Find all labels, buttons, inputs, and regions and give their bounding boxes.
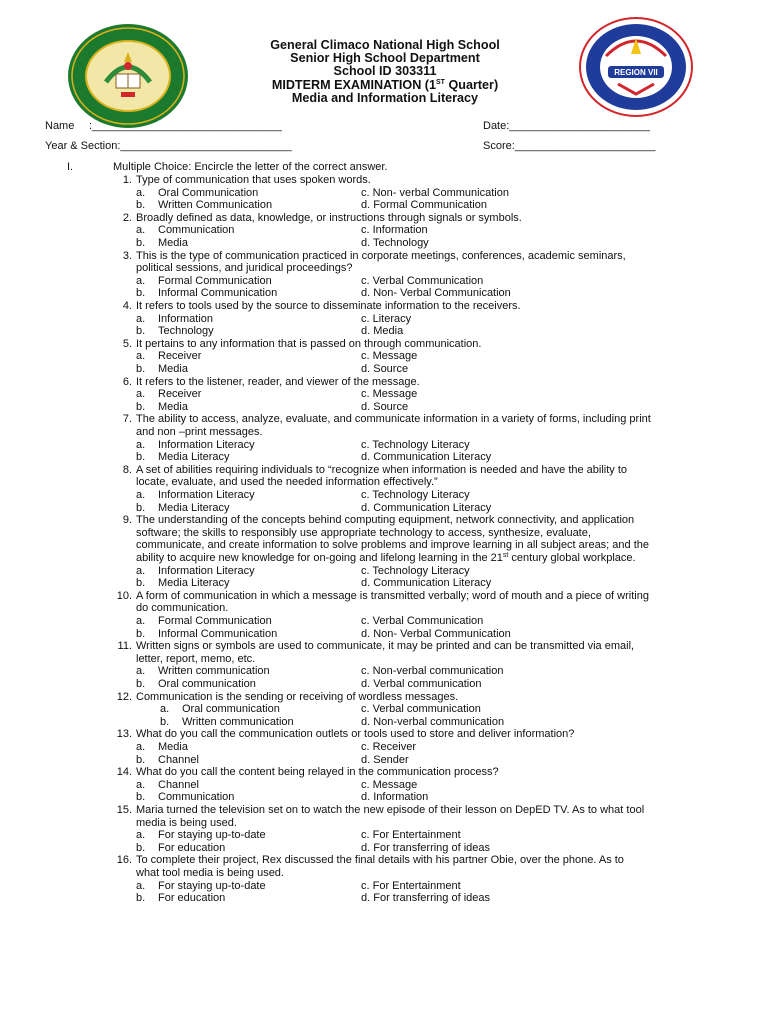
option-letter-a: a. [136, 665, 146, 678]
question-number: 16. [116, 854, 132, 867]
option-a: Formal Communication [158, 274, 272, 287]
option-c: c. For Entertainment [361, 829, 461, 842]
option-d: d. Information [361, 791, 429, 804]
date-field: Date:_______________________ [483, 120, 650, 132]
option-letter-b: b. [160, 715, 170, 728]
option-letter-b: b. [136, 400, 146, 413]
option-letter-b: b. [136, 892, 146, 905]
section-field: Year & Section:____________________________ [45, 140, 292, 152]
option-b: For education [158, 892, 226, 905]
option-a: For staying up-to-date [158, 829, 266, 842]
option-letter-b: b. [136, 753, 146, 766]
option-c: c. Receiver [361, 741, 417, 753]
option-letter-b: b. [136, 237, 146, 249]
option-b: Oral communication [158, 678, 256, 690]
question-number: 12. [116, 690, 132, 703]
question-text [136, 376, 736, 389]
question-number: 13. [116, 728, 132, 741]
option-a: Information [158, 312, 214, 325]
option-a: Media [158, 741, 188, 753]
name-line: :_______________________________ [89, 120, 282, 132]
question-line: media is being used. [136, 816, 237, 829]
question-text [136, 640, 736, 665]
section-numeral: I. [67, 161, 74, 173]
question-text [136, 212, 736, 225]
question-text [136, 766, 736, 779]
option-b: Channel [158, 753, 199, 766]
question-number: 8. [122, 463, 132, 476]
option-a: Oral communication [182, 703, 280, 716]
option-letter-a: a. [136, 274, 146, 287]
question-line: Maria turned the television set on to watch the new episode of their lesson on DepED TV. As to what tool [136, 804, 645, 816]
option-b: Media [158, 400, 188, 413]
option-c: c. Message [361, 350, 418, 363]
option-a: Information Literacy [158, 564, 255, 577]
option-d: d. Verbal communication [361, 678, 482, 690]
option-c: c. Non- verbal Communication [361, 186, 509, 199]
option-b: Media [158, 363, 188, 375]
option-letter-a: a. [136, 388, 146, 401]
question-line: letter, report, memo, etc. [136, 652, 256, 665]
option-d: d. Media [361, 325, 404, 338]
option-c: c. Message [361, 778, 418, 791]
question-text [136, 338, 736, 351]
option-letter-a: a. [136, 438, 146, 451]
question-line-part: century global workplace. [508, 551, 636, 564]
question-line: Communication is the sending or receiving of wordless messages. [136, 690, 459, 703]
option-d: d. Source [361, 363, 409, 375]
option-letter-a: a. [136, 564, 146, 577]
option-b: For education [158, 841, 226, 854]
question-number: 3. [122, 249, 132, 262]
option-letter-b: b. [136, 363, 146, 375]
option-c: c. Information [361, 224, 428, 237]
ordinal-suffix: st [502, 551, 509, 559]
question-line: Broadly defined as data, knowledge, or instructions through signals or symbols. [136, 211, 522, 224]
question-line: This is the type of communication practiced in corporate meetings, conferences, academic seminars, [136, 249, 626, 262]
department-name: Senior High School Department [290, 51, 480, 65]
question-line: Type of communication that uses spoken words. [136, 174, 371, 186]
question-line: The understanding of the concepts behind computing equipment, network connectivity, and application [136, 514, 635, 527]
option-b: Written communication [182, 715, 294, 728]
question-line: do communication. [136, 602, 229, 615]
question-line: A set of abilities requiring individuals to “recognize when information is needed and have the ability to [136, 463, 628, 476]
question-number: 14. [116, 766, 132, 779]
option-a: Oral Communication [158, 186, 259, 199]
question-number: 6. [122, 375, 132, 388]
option-d: d. Communication Literacy [361, 577, 492, 590]
section-instruction: Multiple Choice: Encircle the letter of the correct answer. [113, 161, 388, 173]
question-line: It pertains to any information that is passed on through communication. [136, 337, 482, 350]
question-line [136, 552, 736, 565]
option-d: d. Technology [361, 237, 429, 249]
school-name: General Climaco National High School [270, 38, 500, 52]
option-c: c. Technology Literacy [361, 438, 470, 451]
question-text [136, 728, 736, 741]
option-c: c. Verbal Communication [361, 615, 484, 627]
option-a: Formal Communication [158, 615, 272, 627]
question-text [136, 300, 736, 313]
question-line: The ability to access, analyze, evaluate, and communicate information in a variety of forms, including print [136, 413, 651, 426]
question-text [136, 590, 736, 615]
option-d: d. Non- Verbal Communication [361, 287, 511, 300]
option-d: d. Sender [361, 753, 409, 766]
subject-title: Media and Information Literacy [291, 91, 479, 105]
exam-title: MIDTERM EXAMINATION (1ST Quarter) [271, 78, 499, 92]
question-number: 4. [122, 300, 132, 312]
option-c: c. Technology Literacy [361, 489, 470, 501]
question-text [136, 413, 736, 438]
option-c: c. Verbal Communication [361, 274, 484, 287]
option-c: c. Non-verbal communication [361, 665, 504, 678]
option-c: c. Technology Literacy [361, 564, 470, 577]
option-d: d. For transferring of ideas [361, 841, 491, 854]
question-number: 15. [116, 804, 132, 816]
option-letter-b: b. [136, 791, 146, 804]
question-line: locate, evaluate, and used the needed information effectively.” [136, 476, 438, 489]
deped-region-logo [578, 16, 694, 118]
school-seal-logo [66, 22, 190, 130]
option-letter-a: a. [136, 489, 146, 501]
option-letter-a: a. [136, 615, 146, 627]
option-d: d. For transferring of ideas [361, 892, 491, 905]
option-b: Technology [158, 325, 214, 338]
option-b: Media Literacy [158, 577, 230, 590]
option-a: Written communication [158, 665, 270, 678]
option-letter-a: a. [136, 741, 146, 753]
question-line: what tool media is being used. [136, 866, 284, 879]
question-line: software; the skills to responsibly use appropriate technology to access, synthesize, evaluate, [136, 526, 591, 539]
option-a: Channel [158, 778, 199, 791]
option-letter-a: a. [136, 829, 146, 842]
option-letter-a: a. [136, 879, 146, 892]
option-d: d. Source [361, 400, 409, 413]
option-letter-a: a. [160, 703, 170, 716]
option-c: c. Message [361, 388, 418, 401]
option-d: d. Communication Literacy [361, 501, 492, 514]
logo-region-text: REGION VII [614, 68, 658, 77]
option-d: d. Formal Communication [361, 199, 487, 212]
question-line: Written signs or symbols are used to communicate, it may be printed and can be transmitted via email, [136, 640, 635, 653]
question-text [136, 854, 736, 879]
option-letter-b: b. [136, 841, 146, 854]
score-field: Score:_______________________ [483, 140, 656, 152]
question-number: 5. [122, 337, 132, 350]
option-c: c. Verbal communication [361, 703, 481, 716]
option-letter-b: b. [136, 627, 146, 640]
option-d: d. Non-verbal communication [361, 715, 505, 728]
question-number: 11. [117, 640, 132, 653]
option-c: c. Literacy [361, 312, 412, 325]
option-c: c. For Entertainment [361, 879, 461, 892]
question-line: What do you call the content being relayed in the communication process? [136, 766, 499, 779]
question-text [136, 464, 736, 489]
option-letter-a: a. [136, 778, 146, 791]
option-b: Written Communication [158, 199, 273, 212]
option-letter-b: b. [136, 451, 146, 464]
option-letter-b: b. [136, 199, 146, 212]
option-b: Informal Communication [158, 287, 278, 300]
option-letter-b: b. [136, 325, 146, 338]
question-number: 10. [116, 589, 132, 602]
option-letter-a: a. [136, 350, 146, 363]
question-line: communicate, and create information to solve problems and improve learning in all subject areas; and the [136, 539, 649, 552]
option-letter-b: b. [136, 287, 146, 300]
question-line-part: ability to acquire new knowledge for on-going and lifelong learning in the 21 [136, 551, 503, 564]
option-b: Informal Communication [158, 627, 278, 640]
question-text [136, 804, 736, 829]
option-b: Media Literacy [158, 501, 230, 514]
option-a: Receiver [158, 350, 202, 363]
question-line: It refers to the listener, reader, and viewer of the message. [136, 375, 420, 388]
option-a: Information Literacy [158, 489, 255, 501]
option-a: Information Literacy [158, 438, 255, 451]
option-b: Media Literacy [158, 451, 230, 464]
option-a: Communication [158, 224, 235, 237]
option-letter-b: b. [136, 501, 146, 514]
question-number: 2. [122, 211, 132, 224]
question-line: A form of communication in which a message is transmitted verbally; word of mouth and a piece of writing [136, 589, 649, 602]
option-a: Receiver [158, 388, 202, 401]
option-letter-a: a. [136, 186, 146, 199]
school-id: School ID 303311 [333, 64, 437, 78]
question-line: What do you call the communication outlets or tools used to store and deliver information? [136, 728, 575, 741]
question-number: 7. [122, 413, 132, 426]
name-label: Name [45, 120, 75, 132]
option-letter-b: b. [136, 577, 146, 590]
question-text [136, 250, 736, 275]
question-text [136, 691, 736, 704]
option-b: Media [158, 237, 188, 249]
option-b: Communication [158, 791, 235, 804]
question-text [136, 514, 736, 564]
option-d: d. Non- Verbal Communication [361, 627, 511, 640]
option-letter-a: a. [136, 312, 146, 325]
question-text [136, 174, 736, 187]
option-d: d. Communication Literacy [361, 451, 492, 464]
question-line: political sessions, and juridical proceedings? [136, 262, 353, 275]
question-line: To complete their project, Rex discussed the final details with his partner Obie, over the phone. As to [136, 854, 624, 867]
question-number: 1. [122, 174, 132, 186]
question-line: It refers to tools used by the source to disseminate information to the receivers. [136, 300, 521, 312]
question-line: and non –print messages. [136, 425, 263, 438]
option-letter-b: b. [136, 678, 146, 690]
option-a: For staying up-to-date [158, 879, 266, 892]
question-number: 9. [122, 514, 132, 527]
option-letter-a: a. [136, 224, 146, 237]
